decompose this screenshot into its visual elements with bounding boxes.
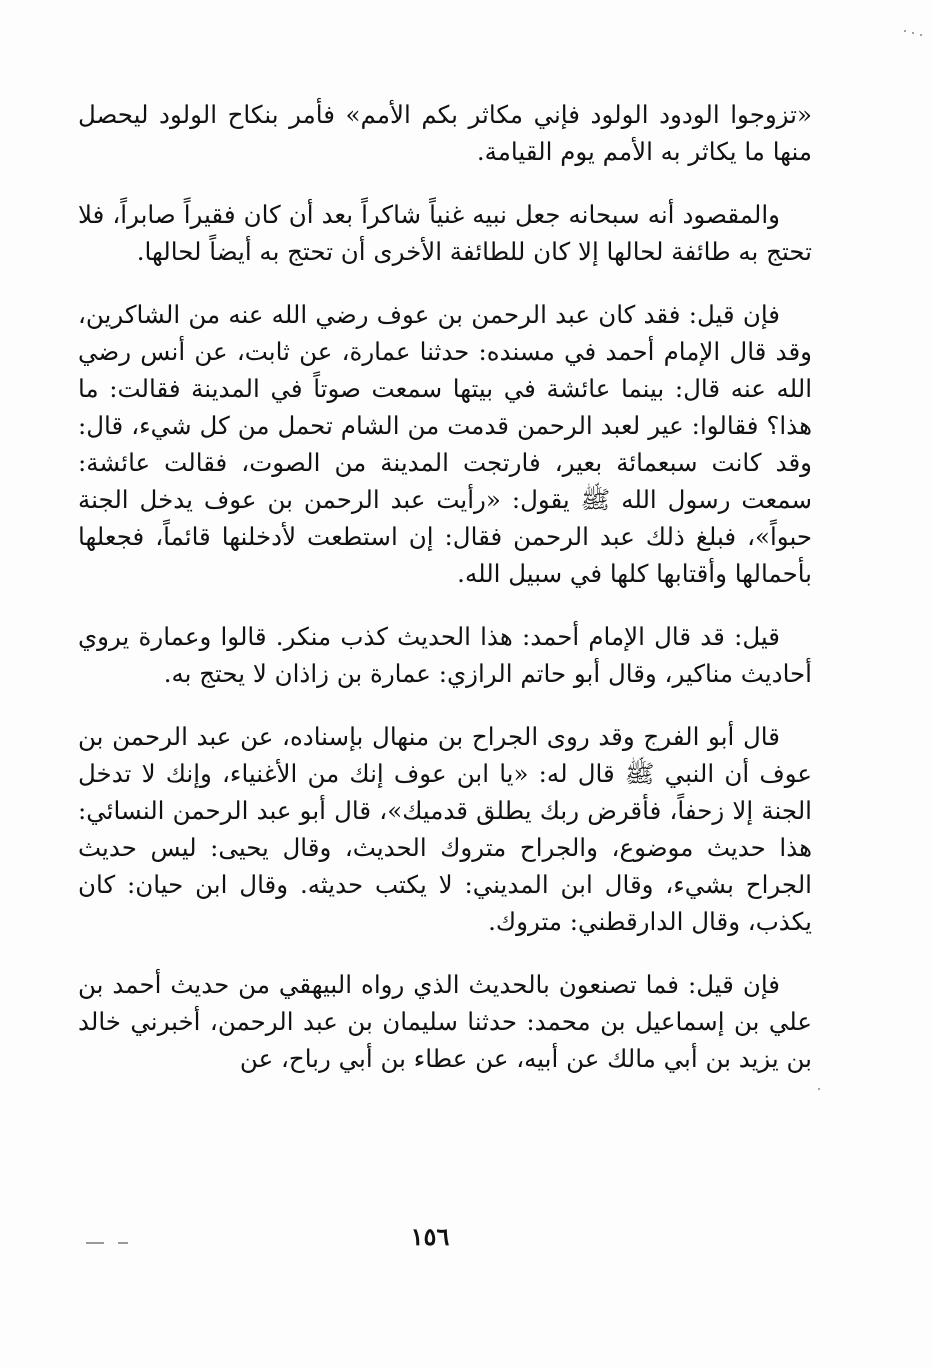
scan-artifact-dot [912,32,914,34]
page-number: ١٥٦ [410,1222,450,1251]
scan-artifact-line [118,1242,128,1244]
scan-artifact-line [86,1242,104,1244]
body-text [78,96,812,1103]
paragraph-1: «تزوجوا الودود الولود فإني مكاثر بكم الأمم» فأمر بنكاح الولود ليحصل منها ما يكاثر به الأمم يوم القيامة. [78,100,812,166]
scan-artifact-dot [818,1088,820,1090]
paragraph-3: فإن قيل: فقد كان عبد الرحمن بن عوف رضي الله عنه من الشاكرين، وقد قال الإمام أحمد في مسنده: حدثنا عمارة، عن ثابت، عن أنس رضي الله عنه قال: بينما عائشة في بيتها سمعت صوتاً في المدينة فقالت: ما هذا؟ فقالوا: عير لعبد الرحمن قدمت من الشام تحمل من كل شيء، قال: وقد كانت سبعمائة بعير، فارتجت المدينة من الصوت، فقالت عائشة: سمعت رسول الله ﷺ يقول: «رأيت عبد الرحمن بن عوف يدخل الجنة حبواً»، فبلغ ذلك عبد الرحمن فقال: إن استطعت لأدخلنها قائماً، فجعلها بأحمالها وأقتابها كلها في سبيل الله. [78,300,812,588]
scan-artifact-dot [904,30,906,32]
paragraph-2: والمقصود أنه سبحانه جعل نبيه غنياً شاكراً بعد أن كان فقيراً صابراً، فلا تحتج به طائفة لحالها إلا كان للطائفة الأخرى أن تحتج به أيضاً لحالها. [78,200,812,266]
scan-artifact-dot [920,34,922,36]
paragraph-5: قال أبو الفرج وقد روى الجراح بن منهال بإسناده، عن عبد الرحمن بن عوف أن النبي ﷺ قال له: «يا ابن عوف إنك من الأغنياء، وإنك لا تدخل الجنة إلا زحفاً، فأقرض ربك يطلق قدميك»، قال أبو عبد الرحمن النسائي: هذا حديث موضوع، والجراح متروك الحديث، وقال يحيى: ليس حديث الجراح بشيء، وقال ابن المديني: لا يكتب حديثه. وقال ابن حيان: كان يكذب، وقال الدارقطني: متروك. [78,722,812,936]
paragraph-6: فإن قيل: فما تصنعون بالحديث الذي رواه البيهقي من حديث أحمد بن علي بن إسماعيل بن محمد: حدثنا سليمان بن عبد الرحمن، أخبرني خالد بن يزيد بن أبي مالك عن أبيه، عن عطاء بن أبي رباح، عن [78,970,812,1073]
paragraph-4: قيل: قد قال الإمام أحمد: هذا الحديث كذب منكر. قالوا وعمارة يروي أحاديث مناكير، وقال أبو حاتم الرازي: عمارة بن زاذان لا يحتج به. [78,622,812,688]
